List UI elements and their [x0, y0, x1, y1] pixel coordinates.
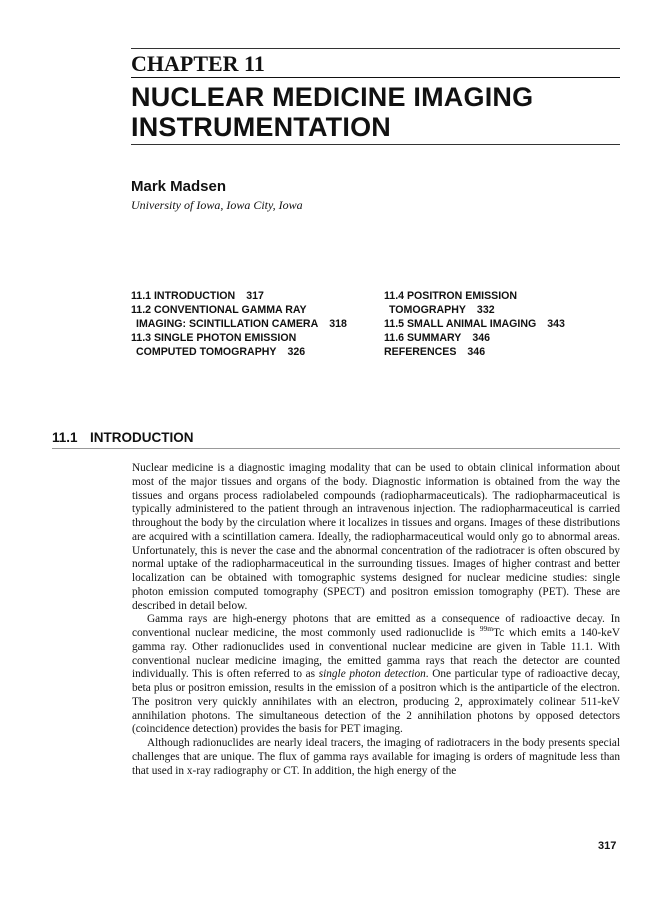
toc-item-page: 332 — [476, 304, 495, 316]
toc-item-small-animal-imaging[interactable] — [384, 317, 624, 331]
paragraph-3: Although radionuclides are nearly ideal tracers, the imaging of radiotracers in the body presents special challenges that are unique. The flux of gamma rays available for imaging is orders of magnitude less than that used in x-ray radiography or CT. In addition, the high energy of the — [132, 737, 620, 777]
chapter-title — [131, 82, 533, 142]
isotope-superscript: 99m — [479, 624, 494, 634]
toc-item-title-cont: IMAGING: SCINTILLATION CAMERA — [136, 318, 319, 330]
paragraph-2-part-b: Tc which emits a 140-keV gamma ray. Other radionuclides used in conventional nuclear medicine are given in Table 11.1. With conventional nuclear medicine imaging, the emitted gamma rays that reach the detector are counted individually. This is often referred to as — [132, 627, 620, 681]
author-name: Mark Madsen — [131, 178, 227, 195]
paragraph-1: Nuclear medicine is a diagnostic imaging modality that can be used to obtain clinical information about most of the major tissues and organs of the body. Diagnostic information is obtained from the way the tissues and organs process radiolabeled compounds (radiopharmaceuticals). The radiopharmaceutical is typically administered to the patient through an intravenous injection. The radiopharmaceutical is carried throughout the body by the circulation where it localizes in tissues and organs. Images of these distributions are acquired with a scintillation camera. Ideally, the radiopharmaceutical would only go to abnormal areas. Unfortunately, this is never the case and the abnormal concentration of the radiotracer is often obscured by normal uptake of the radiopharmaceutical in the surrounding tissues. Images of higher contrast and better localization can be obtained with tomographic systems designed for nuclear medicine studies: single photon emission computed tomography (SPECT) and positron emission tomography (PET). These are described in detail below. — [132, 462, 620, 612]
toc-left-column — [131, 289, 371, 359]
paragraph-2-part-a: Gamma rays are high-energy photons that are emitted as a consequence of radioactive decay. In conventional nuclear medicine, the most commonly used radionuclide is — [132, 613, 620, 639]
toc-item-scintillation-camera[interactable] — [131, 303, 371, 331]
body-text — [132, 462, 620, 778]
toc-item-page: 318 — [329, 318, 347, 330]
toc-item-page: 326 — [287, 346, 306, 358]
toc-item-page: 346 — [472, 332, 491, 344]
title-bottom-rule — [131, 144, 620, 145]
toc-item-page: 346 — [467, 346, 486, 358]
section-title: INTRODUCTION — [90, 430, 194, 445]
toc-item-title: 11.3 SINGLE PHOTON EMISSION — [131, 332, 297, 344]
toc-item-introduction[interactable] — [131, 289, 371, 303]
toc-item-title: 11.2 CONVENTIONAL GAMMA RAY — [131, 304, 307, 316]
toc-item-pet[interactable] — [384, 289, 624, 317]
toc-item-title: REFERENCES — [384, 346, 457, 358]
top-rule — [131, 48, 620, 49]
paragraph-2-part-c: . One particular type of radioactive decay, beta plus or positron emission, results in the emission of a positron which is the antiparticle of the electron. The positron very quickly annihilates with an electron, producing 2, approximately colinear 511-keV annihilation photons. The simultaneous detection of the 2 annihilation photons by opposed detectors (coincidence detection) provides the basis for PET imaging. — [132, 668, 620, 736]
emphasis-term: single photon detection — [318, 668, 426, 681]
chapter-title-line-2: INSTRUMENTATION — [131, 112, 391, 142]
toc-item-title-cont: TOMOGRAPHY — [389, 304, 466, 316]
toc-item-title: 11.5 SMALL ANIMAL IMAGING — [384, 318, 537, 330]
author-block — [131, 178, 303, 213]
paragraph-2 — [132, 613, 620, 737]
author-affiliation: University of Iowa, Iowa City, Iowa — [131, 198, 303, 212]
chapter-label: CHAPTER 11 — [131, 51, 265, 76]
toc-item-summary[interactable] — [384, 331, 624, 345]
toc-item-references[interactable] — [384, 345, 624, 359]
chapter-title-line-1: NUCLEAR MEDICINE IMAGING — [131, 82, 534, 112]
section-heading — [52, 430, 194, 445]
toc-item-title: 11.6 SUMMARY — [384, 332, 462, 344]
chapter-title-rule — [131, 77, 620, 78]
toc-item-title: 11.4 POSITRON EMISSION — [384, 290, 518, 302]
toc-item-page: 343 — [547, 318, 565, 330]
toc-item-spect[interactable] — [131, 331, 371, 359]
toc-right-column — [384, 289, 624, 359]
page-number: 317 — [598, 840, 617, 852]
section-number: 11.1 — [52, 430, 78, 445]
toc-item-title-cont: COMPUTED TOMOGRAPHY — [136, 346, 277, 358]
section-rule — [52, 448, 620, 449]
toc-item-title: 11.1 INTRODUCTION — [131, 290, 236, 302]
toc-item-page: 317 — [246, 290, 264, 302]
